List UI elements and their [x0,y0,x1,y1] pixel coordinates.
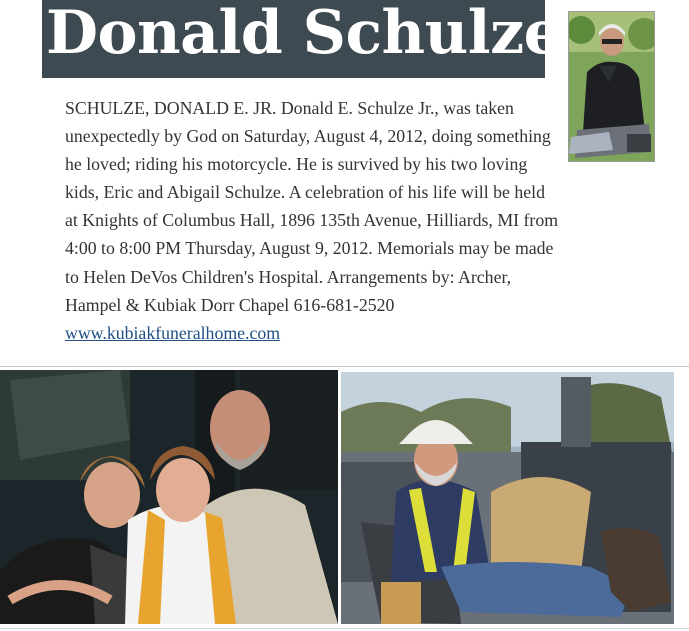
bottom-divider [0,628,689,629]
section-divider [0,366,689,367]
portrait-photo-motorcycle [568,11,655,162]
obituary-text [65,94,560,347]
family-photo [0,370,338,624]
funeral-home-link[interactable]: www.kubiakfuneralhome.com [65,322,281,343]
worker-photo [341,372,674,624]
obituary-body: SCHULZE, DONALD E. JR. Donald E. Schulze Jr., was taken unexpectedly by God on Saturday, August 4, 2012, doing something he loved; riding his motorcycle. He is survived by his two loving kids, Eric and Abigail Schulze. A celebration of his life will be held at Knights of Columbus Hall, 1896 135th Avenue, Hilliards, MI from 4:00 to 8:00 PM Thursday, August 9, 2012. Memorials may be made to Helen DeVos Children's Hospital. Arrangements by: Archer, Hampel & Kubiak Dorr Chapel 616-681-2520 [65,98,559,315]
page-title: Donald Schulze [46,0,562,68]
title-banner [42,0,562,78]
